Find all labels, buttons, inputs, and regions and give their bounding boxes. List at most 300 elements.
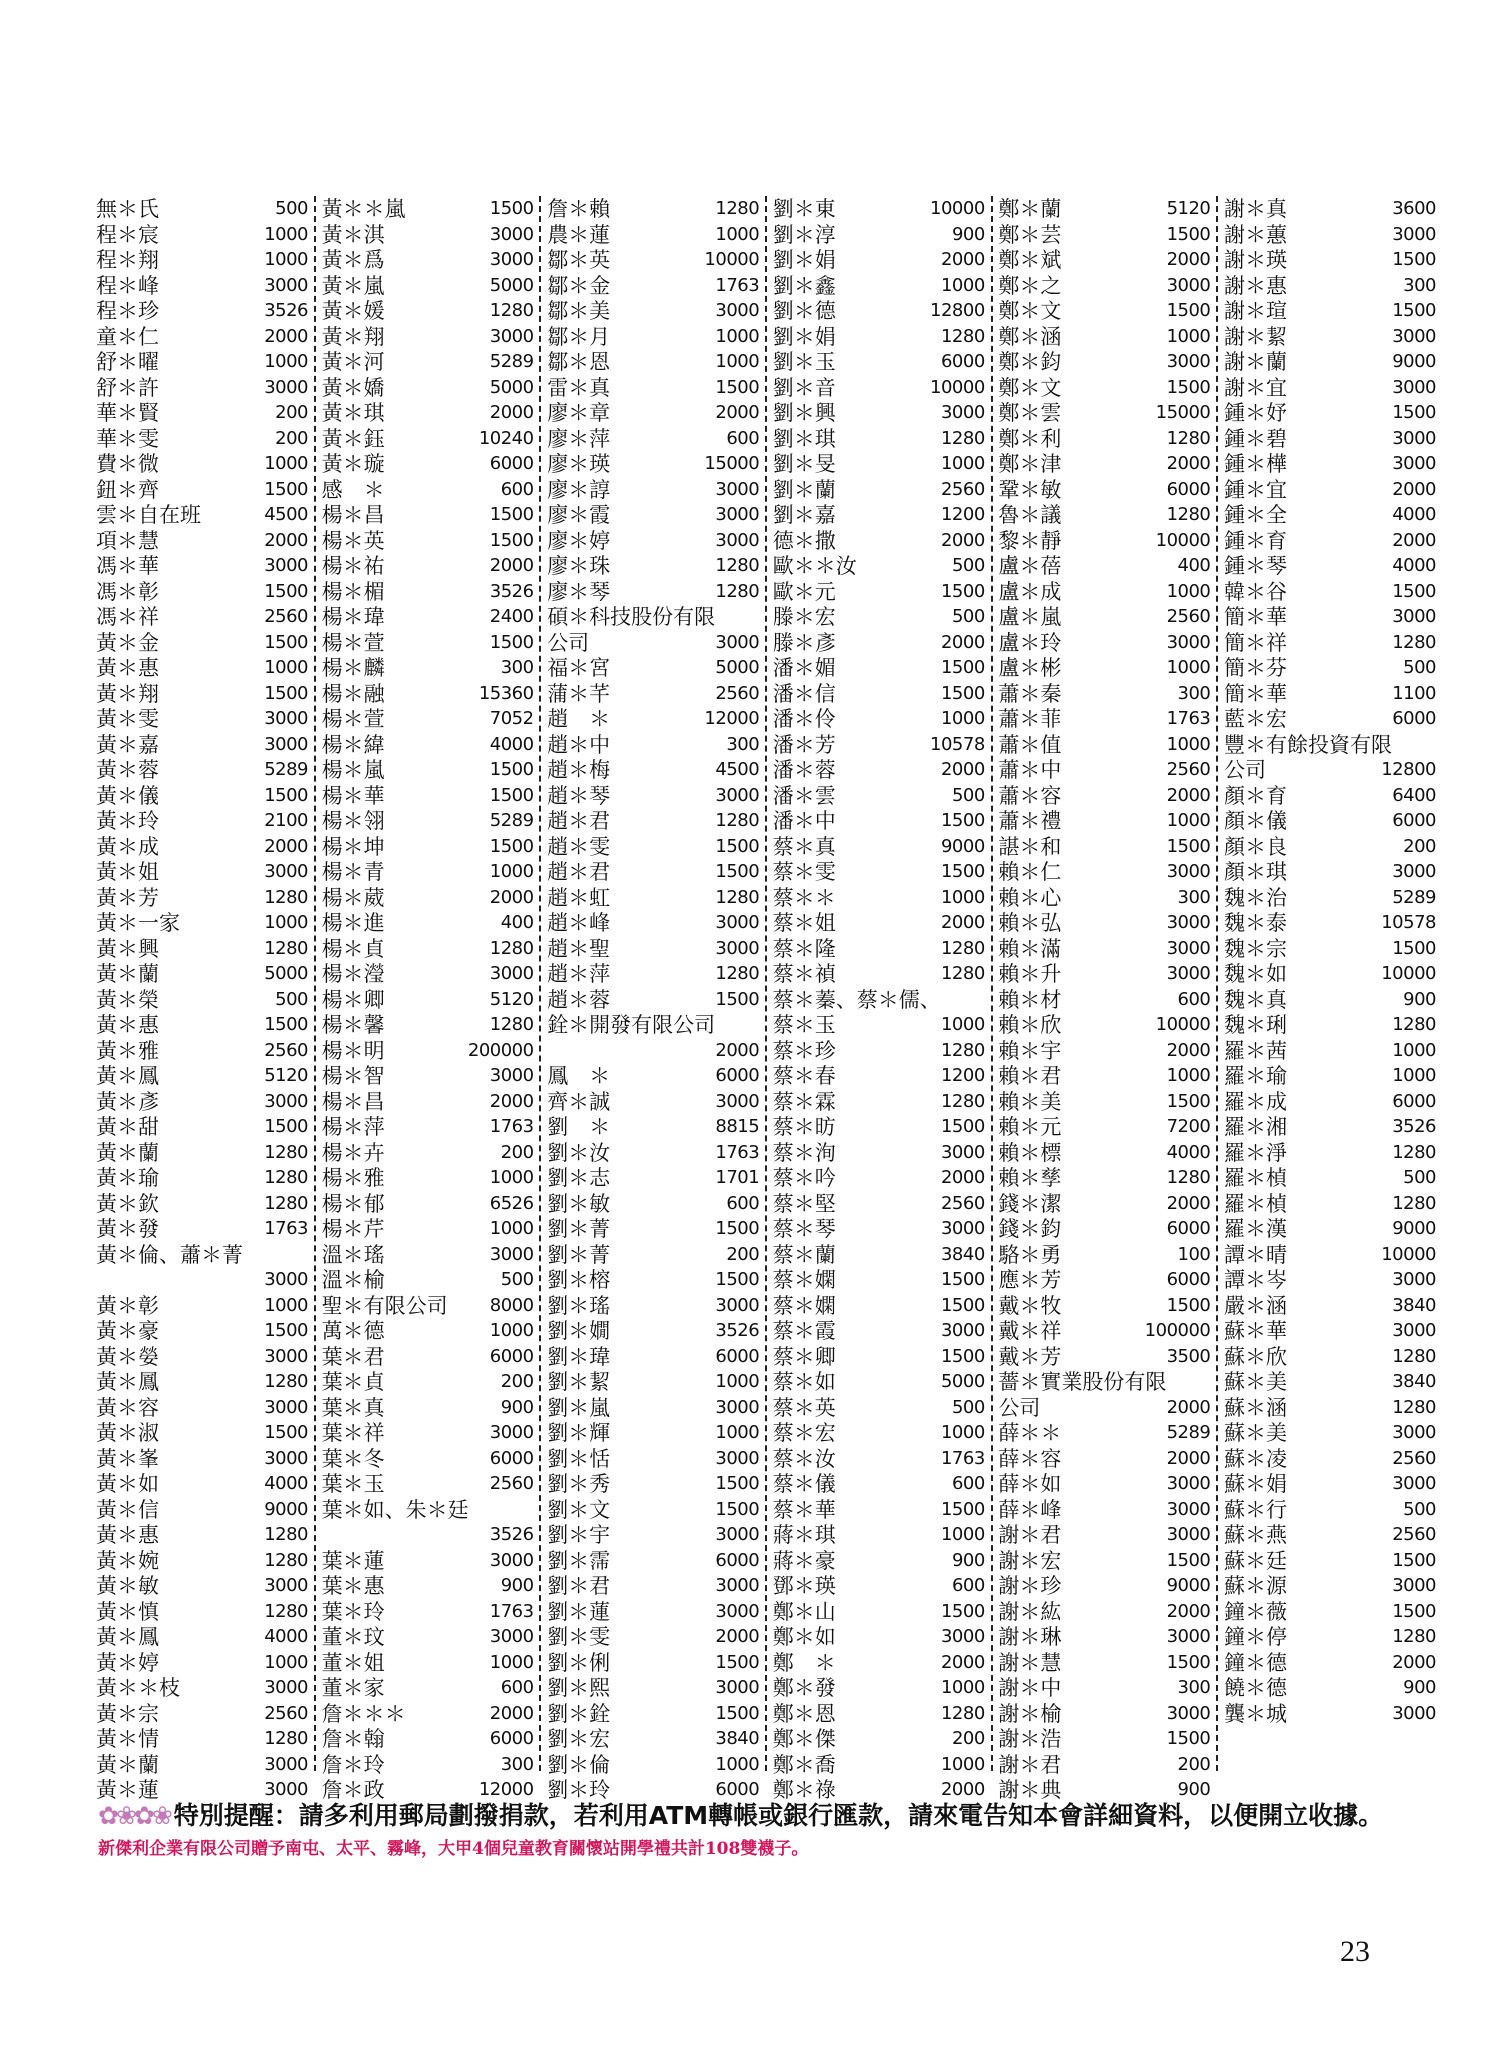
donor-name: 謝＊中 bbox=[998, 1676, 1062, 1700]
donor-row bbox=[322, 222, 534, 248]
donor-row bbox=[998, 477, 1210, 503]
donor-row bbox=[96, 1369, 308, 1395]
donation-amount: 1500 bbox=[940, 861, 985, 882]
donor-name: 馮＊彰 bbox=[96, 579, 159, 604]
donor-row bbox=[773, 1420, 985, 1446]
donor-row bbox=[998, 196, 1210, 222]
donor-name: 謝＊浩 bbox=[998, 1727, 1062, 1751]
donor-name: 黃＊嵐 bbox=[321, 273, 385, 298]
donor-row bbox=[96, 961, 308, 987]
donation-amount: 3000 bbox=[489, 1243, 534, 1265]
donation-amount: 1500 bbox=[940, 1269, 985, 1290]
donor-row bbox=[773, 1599, 985, 1625]
donation-amount: 1500 bbox=[940, 1345, 985, 1367]
donor-row bbox=[322, 324, 534, 350]
donation-amount: 1280 bbox=[715, 886, 760, 908]
donor-name: 黃＊翔 bbox=[321, 324, 385, 349]
donor-name: 黃＊蓮 bbox=[96, 1778, 159, 1802]
donor-name: 魯＊議 bbox=[998, 503, 1062, 527]
donation-amount: 1000 bbox=[264, 657, 308, 678]
donor-row bbox=[998, 1089, 1210, 1115]
donation-amount: 2000 bbox=[1166, 249, 1211, 270]
donor-name: 薛＊＊ bbox=[998, 1421, 1062, 1445]
donation-amount: 3000 bbox=[1392, 427, 1436, 449]
donor-name: 楊＊英 bbox=[321, 528, 385, 553]
donor-row bbox=[322, 1267, 534, 1293]
thanks-note: 新傑利企業有限公司贈予南屯、太平、霧峰，大甲4個兒童教育關懷站開學禮共計108雙襪子。 bbox=[98, 1839, 809, 1859]
donor-name: 顏＊良 bbox=[1224, 834, 1287, 859]
donor-row bbox=[1224, 247, 1436, 273]
donation-amount: 1280 bbox=[264, 886, 308, 908]
donor-name: 費＊微 bbox=[96, 452, 159, 476]
donor-row bbox=[547, 349, 759, 375]
donor-name: 楊＊昌 bbox=[321, 1089, 385, 1114]
donor-name: 黃＊嬌 bbox=[321, 375, 385, 400]
donation-amount: 1280 bbox=[264, 1728, 308, 1749]
donation-amount: 2000 bbox=[940, 1651, 985, 1673]
donor-row bbox=[547, 579, 759, 605]
donor-row bbox=[998, 1726, 1210, 1752]
donation-amount: 500 bbox=[500, 1269, 534, 1290]
donation-amount: 3000 bbox=[1392, 1269, 1436, 1290]
donation-amount: 12000 bbox=[478, 1779, 534, 1800]
donation-amount: 1000 bbox=[264, 453, 308, 474]
donor-row bbox=[998, 732, 1210, 758]
donor-row bbox=[998, 987, 1210, 1013]
donation-amount: 1500 bbox=[1392, 580, 1436, 602]
donor-name: 謝＊蘭 bbox=[1224, 350, 1287, 374]
donor-row bbox=[96, 630, 308, 656]
donation-amount: 1500 bbox=[264, 1116, 308, 1137]
donor-row bbox=[1224, 196, 1436, 222]
donor-name: 劉＊娟 bbox=[772, 248, 836, 272]
donor-name: 鄭＊鈞 bbox=[998, 350, 1062, 374]
donation-amount: 3000 bbox=[1166, 963, 1211, 984]
donation-amount: 600 bbox=[500, 478, 534, 500]
donation-amount: 2000 bbox=[1392, 529, 1436, 551]
donation-amount: 3000 bbox=[1392, 325, 1436, 347]
donation-amount: 3526 bbox=[264, 300, 308, 321]
donation-amount: 3000 bbox=[715, 1447, 760, 1469]
donation-amount: 1500 bbox=[264, 682, 308, 704]
donor-name: 蘇＊廷 bbox=[1224, 1548, 1287, 1573]
donation-amount: 10000 bbox=[1381, 963, 1436, 984]
donor-row bbox=[547, 324, 759, 350]
donation-amount: 3000 bbox=[1392, 1575, 1436, 1596]
donor-name: 詹＊政 bbox=[321, 1778, 385, 1802]
donor-row bbox=[96, 1548, 308, 1574]
donor-name: 楊＊雅 bbox=[321, 1166, 385, 1190]
donor-name: 鍾＊育 bbox=[1224, 528, 1287, 553]
donation-amount: 3840 bbox=[1392, 1294, 1436, 1316]
donor-row bbox=[773, 936, 985, 962]
donor-row bbox=[773, 477, 985, 503]
donor-name: 鄭＊芸 bbox=[998, 222, 1062, 247]
donation-amount: 4000 bbox=[489, 733, 534, 755]
donation-amount: 3000 bbox=[1166, 1498, 1211, 1520]
donor-row bbox=[773, 783, 985, 809]
donor-row bbox=[1224, 910, 1436, 936]
donor-name: 鈕＊齊 bbox=[96, 477, 159, 502]
donation-amount: 5289 bbox=[1166, 1422, 1211, 1443]
donor-row bbox=[322, 1599, 534, 1625]
donor-row bbox=[322, 1752, 534, 1778]
donation-amount: 4500 bbox=[715, 759, 760, 780]
donation-amount: 900 bbox=[951, 223, 985, 245]
donor-row bbox=[998, 1599, 1210, 1625]
donor-name: 黃＊蘭 bbox=[96, 1140, 159, 1165]
donor-name: 黃＊鳳 bbox=[96, 1064, 159, 1088]
donation-amount: 1500 bbox=[489, 529, 534, 551]
donation-amount: 1500 bbox=[715, 1218, 760, 1239]
donor-row bbox=[998, 834, 1210, 860]
donor-row bbox=[998, 324, 1210, 350]
donor-row bbox=[1224, 1089, 1436, 1115]
donor-row bbox=[998, 1344, 1210, 1370]
donor-row bbox=[1224, 1293, 1436, 1319]
donation-amount: 600 bbox=[951, 1473, 985, 1494]
donor-name: 謝＊宜 bbox=[1224, 375, 1287, 400]
donation-amount: 1500 bbox=[264, 631, 308, 653]
donor-name: 薛＊容 bbox=[998, 1446, 1062, 1471]
donor-row bbox=[547, 630, 759, 656]
donation-amount: 4000 bbox=[1392, 555, 1436, 576]
donor-name: 羅＊楨 bbox=[1224, 1191, 1287, 1216]
donation-amount: 1200 bbox=[940, 1065, 985, 1086]
donor-row bbox=[96, 910, 308, 936]
donation-amount: 300 bbox=[1177, 682, 1211, 704]
donor-row bbox=[1224, 1242, 1436, 1268]
donor-name: 董＊家 bbox=[321, 1676, 385, 1700]
donor-name: 鄭＊傑 bbox=[772, 1727, 836, 1751]
donor-row bbox=[1224, 1369, 1436, 1395]
donation-amount: 1280 bbox=[1166, 1167, 1211, 1188]
donation-amount: 6000 bbox=[715, 1779, 760, 1800]
donor-row bbox=[547, 732, 759, 758]
donor-row bbox=[547, 477, 759, 503]
donation-amount: 5000 bbox=[489, 376, 534, 398]
donation-amount: 2560 bbox=[1392, 1447, 1436, 1469]
donation-amount: 1500 bbox=[489, 784, 534, 806]
donor-row bbox=[1224, 1701, 1436, 1727]
donor-row bbox=[547, 1675, 759, 1701]
donation-amount: 1280 bbox=[940, 937, 985, 959]
donor-name: 楊＊葳 bbox=[321, 885, 385, 910]
donor-name: 簡＊華 bbox=[1224, 681, 1287, 706]
donor-row bbox=[547, 247, 759, 273]
donor-name: 蔡＊昉 bbox=[772, 1115, 836, 1139]
donor-name: 蕭＊秦 bbox=[998, 681, 1062, 706]
donation-amount: 6526 bbox=[489, 1192, 534, 1214]
donor-row bbox=[96, 987, 308, 1013]
donor-name: 銓＊開發有限公司 bbox=[547, 1013, 716, 1037]
donor-name: 蘇＊行 bbox=[1224, 1497, 1287, 1522]
donor-row bbox=[998, 451, 1210, 477]
donor-name: 黃＊雯 bbox=[96, 707, 159, 731]
donation-amount: 4000 bbox=[264, 1473, 308, 1494]
donor-name: 謝＊絜 bbox=[1224, 324, 1287, 349]
donor-name: 鄭＊喬 bbox=[772, 1752, 836, 1777]
donor-row bbox=[322, 1624, 534, 1650]
donor-name: 賴＊元 bbox=[998, 1115, 1062, 1139]
donor-name: 程＊翔 bbox=[96, 248, 159, 272]
donor-name: 劉＊德 bbox=[772, 299, 836, 323]
donor-row bbox=[773, 630, 985, 656]
donor-row bbox=[773, 1471, 985, 1497]
donation-amount: 200 bbox=[1177, 1753, 1211, 1775]
donor-row bbox=[1224, 936, 1436, 962]
donation-amount: 1500 bbox=[1166, 300, 1211, 321]
donor-name: 蔡＊禎 bbox=[772, 962, 836, 986]
donation-amount: 2560 bbox=[264, 606, 308, 627]
donor-name: 蔡＊華 bbox=[772, 1497, 836, 1522]
donor-name: 黃＊淑 bbox=[96, 1421, 159, 1445]
donor-row bbox=[1224, 451, 1436, 477]
donor-row bbox=[1224, 553, 1436, 579]
donor-row bbox=[1224, 630, 1436, 656]
donor-row bbox=[1224, 1165, 1436, 1191]
donor-name: 楊＊萱 bbox=[321, 630, 385, 655]
donor-name: 藍＊宏 bbox=[1224, 707, 1287, 731]
donation-amount: 3600 bbox=[1392, 198, 1436, 219]
donor-row bbox=[322, 604, 534, 630]
donor-row bbox=[322, 885, 534, 911]
donation-amount: 3526 bbox=[489, 1524, 534, 1545]
donor-name: 駱＊勇 bbox=[998, 1242, 1062, 1267]
donation-amount: 3000 bbox=[264, 1677, 308, 1698]
donor-name: 賴＊仁 bbox=[998, 860, 1062, 884]
donation-amount: 2000 bbox=[940, 1167, 985, 1188]
donor-row bbox=[998, 1650, 1210, 1676]
donation-amount: 500 bbox=[1403, 657, 1436, 678]
donor-name: 黃＊榮 bbox=[96, 987, 159, 1012]
donor-row bbox=[547, 1522, 759, 1548]
donation-amount: 6000 bbox=[489, 1345, 534, 1367]
donor-name: 謝＊蕙 bbox=[1224, 222, 1287, 247]
donor-name: 農＊蓮 bbox=[547, 222, 611, 247]
donor-row bbox=[1224, 1548, 1436, 1574]
donor-name: 蔡＊蘭 bbox=[772, 1242, 836, 1267]
donor-row bbox=[322, 502, 534, 528]
donor-row bbox=[1224, 1471, 1436, 1497]
donor-name: 楊＊智 bbox=[321, 1064, 385, 1088]
donation-amount: 15360 bbox=[478, 682, 534, 704]
donor-name: 鄭＊如 bbox=[772, 1625, 836, 1649]
donor-row bbox=[322, 1446, 534, 1472]
donor-row bbox=[773, 604, 985, 630]
donor-name: 蔡＊珍 bbox=[772, 1038, 836, 1063]
donation-amount: 5000 bbox=[264, 963, 308, 984]
donation-amount: 1280 bbox=[715, 810, 760, 831]
donor-name: 葉＊蓮 bbox=[321, 1548, 385, 1573]
donor-row bbox=[773, 1752, 985, 1778]
donation-amount: 12800 bbox=[930, 300, 985, 321]
donor-row bbox=[547, 885, 759, 911]
donor-row bbox=[998, 247, 1210, 273]
donor-row bbox=[773, 528, 985, 554]
donation-amount: 1763 bbox=[715, 274, 760, 296]
donation-amount: 1500 bbox=[715, 1651, 760, 1673]
donor-name: 黃＊嘉 bbox=[96, 732, 159, 757]
donor-name: 滕＊彥 bbox=[772, 630, 836, 655]
donor-name: 黃＊鳳 bbox=[96, 1370, 159, 1394]
donation-amount: 500 bbox=[951, 784, 985, 806]
donation-amount: 3000 bbox=[1392, 223, 1436, 245]
donor-name: 廖＊瑛 bbox=[547, 452, 611, 476]
donor-name: 趙＊琴 bbox=[547, 783, 611, 808]
donor-name: 劉＊瑤 bbox=[547, 1293, 611, 1318]
donation-amount: 3526 bbox=[489, 580, 534, 602]
donation-amount: 6000 bbox=[1166, 1218, 1211, 1239]
donation-amount: 1500 bbox=[715, 861, 760, 882]
donation-amount: 9000 bbox=[1166, 1575, 1211, 1596]
donation-amount: 1500 bbox=[940, 682, 985, 704]
donor-row bbox=[96, 1573, 308, 1599]
donor-row bbox=[773, 1395, 985, 1421]
donor-row bbox=[1224, 1446, 1436, 1472]
donation-amount: 2560 bbox=[940, 478, 985, 500]
donor-name: 楊＊卉 bbox=[321, 1140, 385, 1165]
donation-amount: 1000 bbox=[715, 351, 760, 372]
donor-name: 蔡＊卿 bbox=[772, 1344, 836, 1369]
donation-amount: 1280 bbox=[940, 1039, 985, 1061]
donation-amount: 1500 bbox=[715, 988, 760, 1010]
donor-row bbox=[547, 375, 759, 401]
donation-amount: 2000 bbox=[1392, 478, 1436, 500]
donor-row bbox=[1224, 1063, 1436, 1089]
donation-amount: 900 bbox=[1403, 988, 1436, 1010]
donation-amount: 1500 bbox=[715, 1498, 760, 1520]
donor-name: 詹＊翰 bbox=[321, 1727, 385, 1751]
donor-row bbox=[998, 1293, 1210, 1319]
donor-name: 謝＊紘 bbox=[998, 1599, 1062, 1624]
donor-name: 蔡＊玉 bbox=[772, 1013, 836, 1037]
donor-row bbox=[998, 1752, 1210, 1778]
donation-amount: 4500 bbox=[264, 504, 308, 525]
donor-name: 楊＊進 bbox=[321, 911, 385, 935]
donor-row bbox=[322, 681, 534, 707]
donation-amount: 1280 bbox=[1392, 1345, 1436, 1367]
donation-amount: 1500 bbox=[489, 504, 534, 525]
donor-name: 劉＊娟 bbox=[772, 324, 836, 349]
donation-amount: 10240 bbox=[478, 427, 534, 449]
donation-amount: 1701 bbox=[715, 1167, 760, 1188]
donor-name: 楊＊芹 bbox=[321, 1217, 385, 1241]
donor-name: 歐＊元 bbox=[772, 579, 836, 604]
donor-name: 潘＊媚 bbox=[772, 656, 836, 680]
donor-name: 賴＊欣 bbox=[998, 1013, 1062, 1037]
donation-amount: 1280 bbox=[489, 937, 534, 959]
donor-name: 黃＊倫、蕭＊菁 bbox=[96, 1242, 243, 1267]
donation-amount: 6000 bbox=[1392, 810, 1436, 831]
donor-row bbox=[773, 910, 985, 936]
donor-name: 劉＊君 bbox=[547, 1574, 611, 1598]
donation-amount: 1500 bbox=[264, 784, 308, 806]
donor-name: 謝＊惠 bbox=[1224, 273, 1287, 298]
donation-amount: 3000 bbox=[1166, 274, 1211, 296]
donor-row bbox=[96, 1038, 308, 1064]
donor-row bbox=[1224, 681, 1436, 707]
donor-name: 黃＊金 bbox=[96, 630, 159, 655]
donor-row bbox=[547, 1012, 759, 1038]
donation-amount: 1280 bbox=[264, 1549, 308, 1571]
donation-amount: 1500 bbox=[940, 657, 985, 678]
donor-name: 詹＊玲 bbox=[321, 1752, 385, 1777]
donor-name: 蔡＊宏 bbox=[772, 1421, 836, 1445]
donor-row bbox=[998, 757, 1210, 783]
donor-row bbox=[547, 681, 759, 707]
donation-amount: 1000 bbox=[715, 1753, 760, 1775]
donor-name: 鄭＊文 bbox=[998, 299, 1062, 323]
donation-amount: 3000 bbox=[1392, 861, 1436, 882]
donor-name: 聖＊有限公司 bbox=[321, 1293, 448, 1318]
donation-amount: 1500 bbox=[715, 1473, 760, 1494]
donor-row bbox=[998, 1701, 1210, 1727]
donor-row bbox=[773, 1114, 985, 1140]
donor-row bbox=[773, 222, 985, 248]
donor-row bbox=[322, 1318, 534, 1344]
donor-name: 鄭＊發 bbox=[772, 1676, 836, 1700]
donor-name: 蕭＊中 bbox=[998, 758, 1062, 782]
donation-amount: 1500 bbox=[940, 1116, 985, 1137]
donation-amount: 3000 bbox=[715, 504, 760, 525]
donor-name: 簡＊華 bbox=[1224, 605, 1287, 629]
donor-row bbox=[998, 222, 1210, 248]
donation-amount: 1500 bbox=[1166, 1651, 1211, 1673]
donor-name: 鄭＊蘭 bbox=[998, 197, 1062, 221]
donation-amount: 1000 bbox=[264, 912, 308, 933]
donor-name: 楊＊萱 bbox=[321, 707, 385, 731]
donor-row bbox=[998, 273, 1210, 299]
donor-row bbox=[998, 1038, 1210, 1064]
donor-name: 程＊峰 bbox=[96, 273, 159, 298]
donation-amount: 900 bbox=[951, 1549, 985, 1571]
donor-row bbox=[96, 349, 308, 375]
donation-amount: 6000 bbox=[489, 1447, 534, 1469]
donor-row bbox=[322, 783, 534, 809]
donation-amount: 200 bbox=[951, 1728, 985, 1749]
donor-name: 黃＊儀 bbox=[96, 783, 159, 808]
donor-row bbox=[1224, 987, 1436, 1013]
donor-name: 廖＊章 bbox=[547, 401, 611, 425]
donation-amount: 1000 bbox=[264, 351, 308, 372]
donor-name: 馮＊華 bbox=[96, 554, 159, 578]
donor-row bbox=[998, 706, 1210, 732]
donor-row bbox=[773, 324, 985, 350]
donation-amount: 2000 bbox=[940, 631, 985, 653]
donation-amount: 2000 bbox=[1166, 1396, 1211, 1418]
donation-amount: 1500 bbox=[1166, 1549, 1211, 1571]
donation-amount: 1000 bbox=[715, 223, 760, 245]
donor-name: 黃＊＊嵐 bbox=[321, 197, 406, 221]
donation-amount: 8000 bbox=[489, 1294, 534, 1316]
donor-name: 潘＊信 bbox=[772, 681, 836, 706]
donation-amount: 2000 bbox=[940, 249, 985, 270]
donor-name: 楊＊坤 bbox=[321, 834, 385, 859]
donation-amount: 1280 bbox=[940, 427, 985, 449]
donor-name: 楊＊翎 bbox=[321, 809, 385, 833]
donor-row bbox=[96, 222, 308, 248]
donation-amount: 1500 bbox=[715, 835, 760, 857]
donor-name: 黃＊成 bbox=[96, 834, 159, 859]
donor-name: 蔡＊雯 bbox=[772, 860, 836, 884]
donor-row bbox=[96, 477, 308, 503]
donor-row bbox=[96, 834, 308, 860]
donor-row bbox=[773, 681, 985, 707]
donor-name: 錢＊鈞 bbox=[998, 1217, 1062, 1241]
donor-row bbox=[773, 987, 985, 1013]
donor-row bbox=[998, 1420, 1210, 1446]
